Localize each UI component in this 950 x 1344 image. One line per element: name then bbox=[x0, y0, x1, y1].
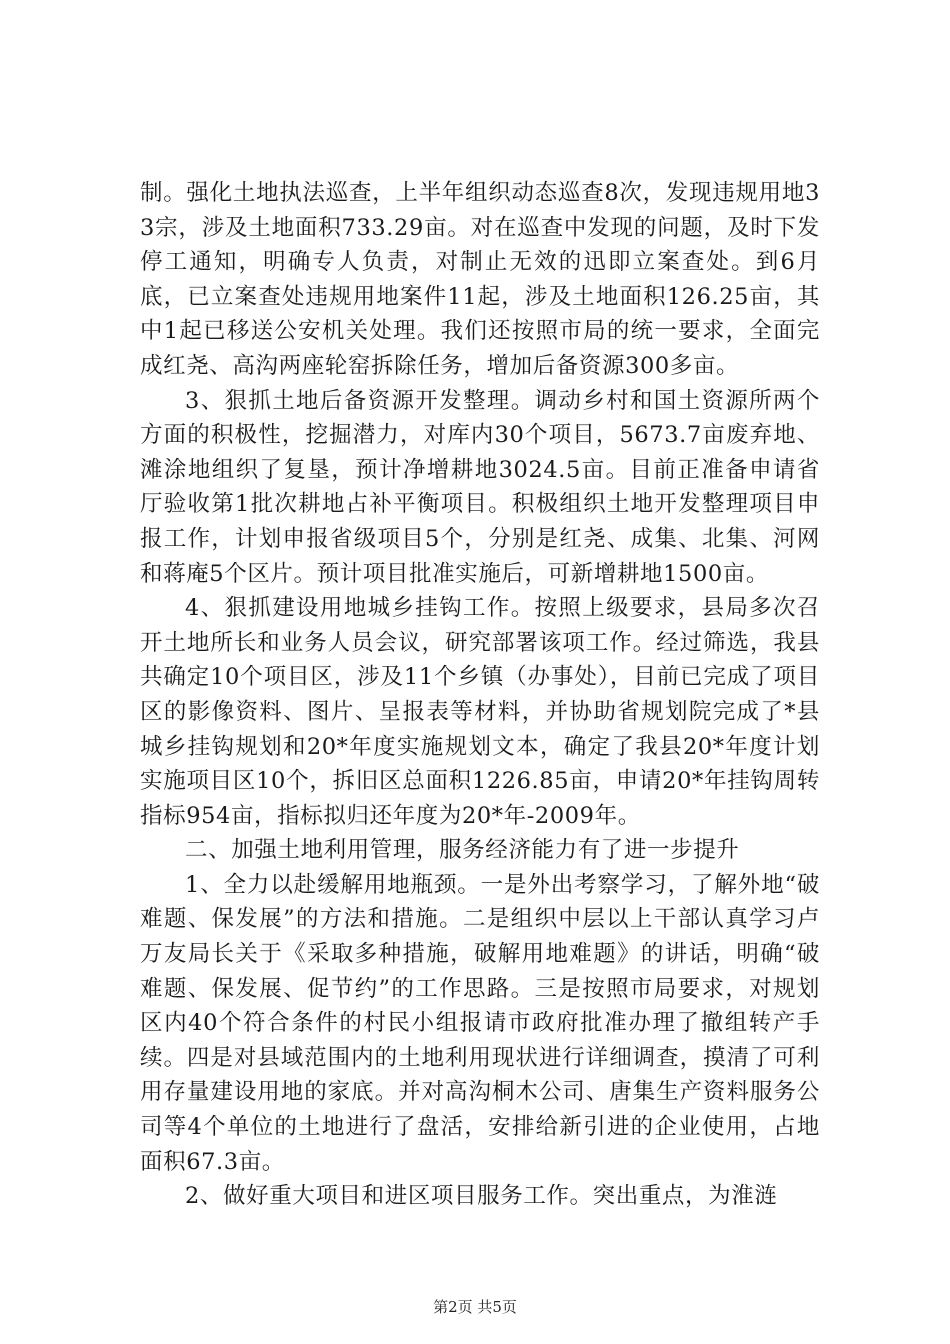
paragraph-item-2: 2、做好重大项目和进区项目服务工作。突出重点，为淮涟 bbox=[185, 1183, 778, 1210]
paragraph-item-1: 1、全力以赴缓解用地瓶颈。一是外出考察学习，了解外地“破难题、保发展”的方法和措施。二是组织中层以上干部认真学习卢万友局长关于《采取多种措施，破解用地难题》的讲话，明确“破难题、保发展、促节约”的工作思路。三是按照市局要求，对规划区内40个符合条件的村民小组报请市政府批准办理了撤组转产手续。四是对县域范围内的土地利用现状进行详细调查，摸清了可利用存量建设用地的家底。并对高沟桐木公司、唐集生产资料服务公司等4个单位的土地进行了盘活，安排给新引进的企业使用，占地面积67.3亩。 bbox=[140, 871, 820, 1175]
paragraph-item-3: 3、狠抓土地后备资源开发整理。调动乡村和国土资源所两个方面的积极性，挖掘潜力，对库内30个项目，5673.7亩废弃地、滩涂地组织了复垦，预计净增耕地3024.5亩。目前正准备申请省厅验收第1批次耕地占补平衡项目。积极组织土地开发整理项目申报工作，计划申报省级项目5个，分别是红尧、成集、北集、河网和蒋庵5个区片。预计项目批准实施后，可新增耕地1500亩。 bbox=[140, 387, 820, 587]
paragraph-item-4: 4、狠抓建设用地城乡挂钩工作。按照上级要求，县局多次召开土地所长和业务人员会议，研究部署该项工作。经过筛选，我县共确定10个项目区，涉及11个乡镇（办事处），目前已完成了项目区的影像资料、图片、呈报表等材料，并协助省规划院完成了*县城乡挂钩规划和20*年度实施规划文本，确定了我县20*年度计划实施项目区10个，拆旧区总面积1226.85亩，申请20*年挂钩周转指标954亩，指标拟归还年度为20*年-2009年。 bbox=[140, 595, 820, 829]
body-text bbox=[140, 176, 820, 1214]
section-heading: 二、加强土地利用管理，服务经济能力有了进一步提升 bbox=[185, 837, 740, 864]
paragraph-continuation: 制。强化土地执法巡查，上半年组织动态巡查8次，发现违规用地33宗，涉及土地面积733.29亩。对在巡查中发现的问题，及时下发停工通知，明确专人负责，对制止无效的迅即立案查处。到6月底，已立案查处违规用地案件11起，涉及土地面积126.25亩，其中1起已移送公安机关处理。我们还按照市局的统一要求，全面完成红尧、高沟两座轮窑拆除任务，增加后备资源300多亩。 bbox=[140, 180, 820, 379]
page-footer: 第2页 共5页 bbox=[433, 1298, 517, 1316]
